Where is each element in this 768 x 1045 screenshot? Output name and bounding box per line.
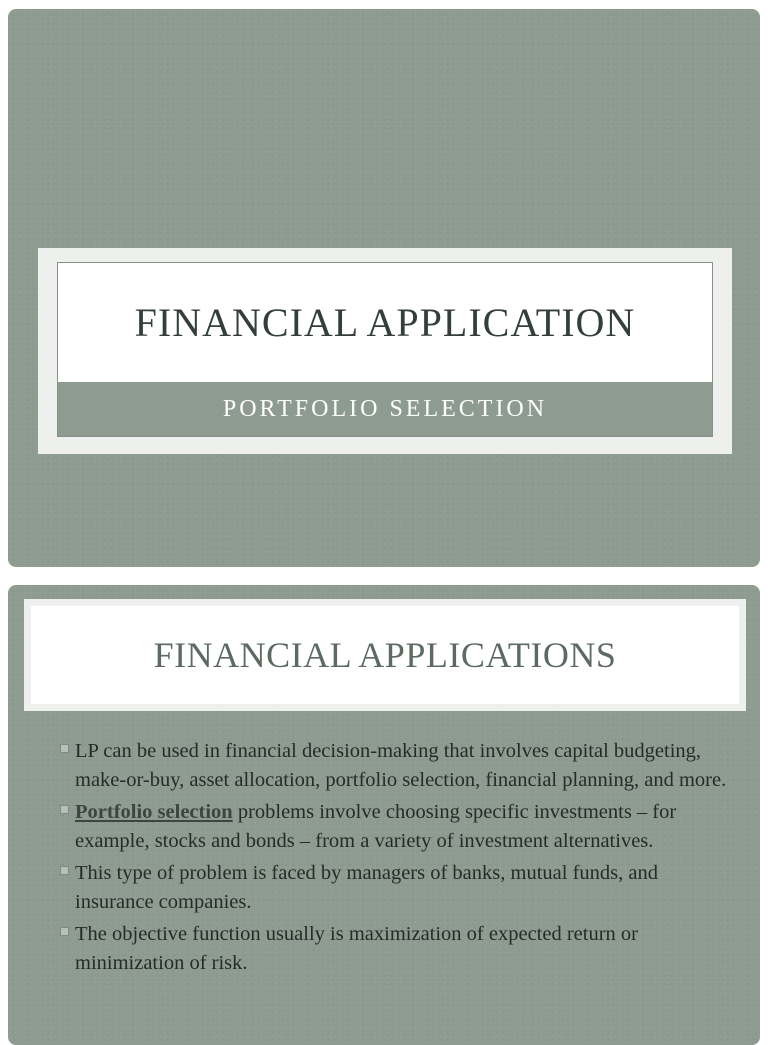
bullet-text: LP can be used in financial decision-making that involves capital budgeting, make-or-buy, asset allocation, portfolio selection, financial planning, and more. xyxy=(75,740,727,791)
square-bullet-icon xyxy=(60,866,69,875)
square-bullet-icon xyxy=(60,805,69,814)
slide-subtitle: PORTFOLIO SELECTION xyxy=(222,395,548,422)
bullet-item xyxy=(58,920,738,977)
heading-box xyxy=(31,606,739,704)
bullet-text: This type of problem is faced by managers of banks, mutual funds, and insurance companies. xyxy=(75,862,658,913)
content-slide xyxy=(8,585,760,1045)
subtitle-band xyxy=(58,382,712,436)
bullet-text: problems involve choosing specific investments – for example, stocks and bonds – from a variety of investment alternatives. xyxy=(75,801,677,852)
slide-title: FINANCIAL APPLICATION xyxy=(134,300,636,345)
title-box xyxy=(57,262,713,437)
bullet-item xyxy=(58,798,738,855)
heading-frame xyxy=(24,599,746,711)
title-frame xyxy=(38,248,732,454)
square-bullet-icon xyxy=(60,927,69,936)
bullet-item xyxy=(58,859,738,916)
bullet-emphasis: Portfolio selection xyxy=(75,801,233,823)
bullet-item xyxy=(58,737,738,794)
title-area xyxy=(58,263,712,382)
bullet-list xyxy=(58,737,738,981)
slide-heading: FINANCIAL APPLICATIONS xyxy=(153,635,617,675)
square-bullet-icon xyxy=(60,744,69,753)
title-slide xyxy=(8,9,760,567)
bullet-text: The objective function usually is maximization of expected return or minimization of risk. xyxy=(75,923,638,974)
